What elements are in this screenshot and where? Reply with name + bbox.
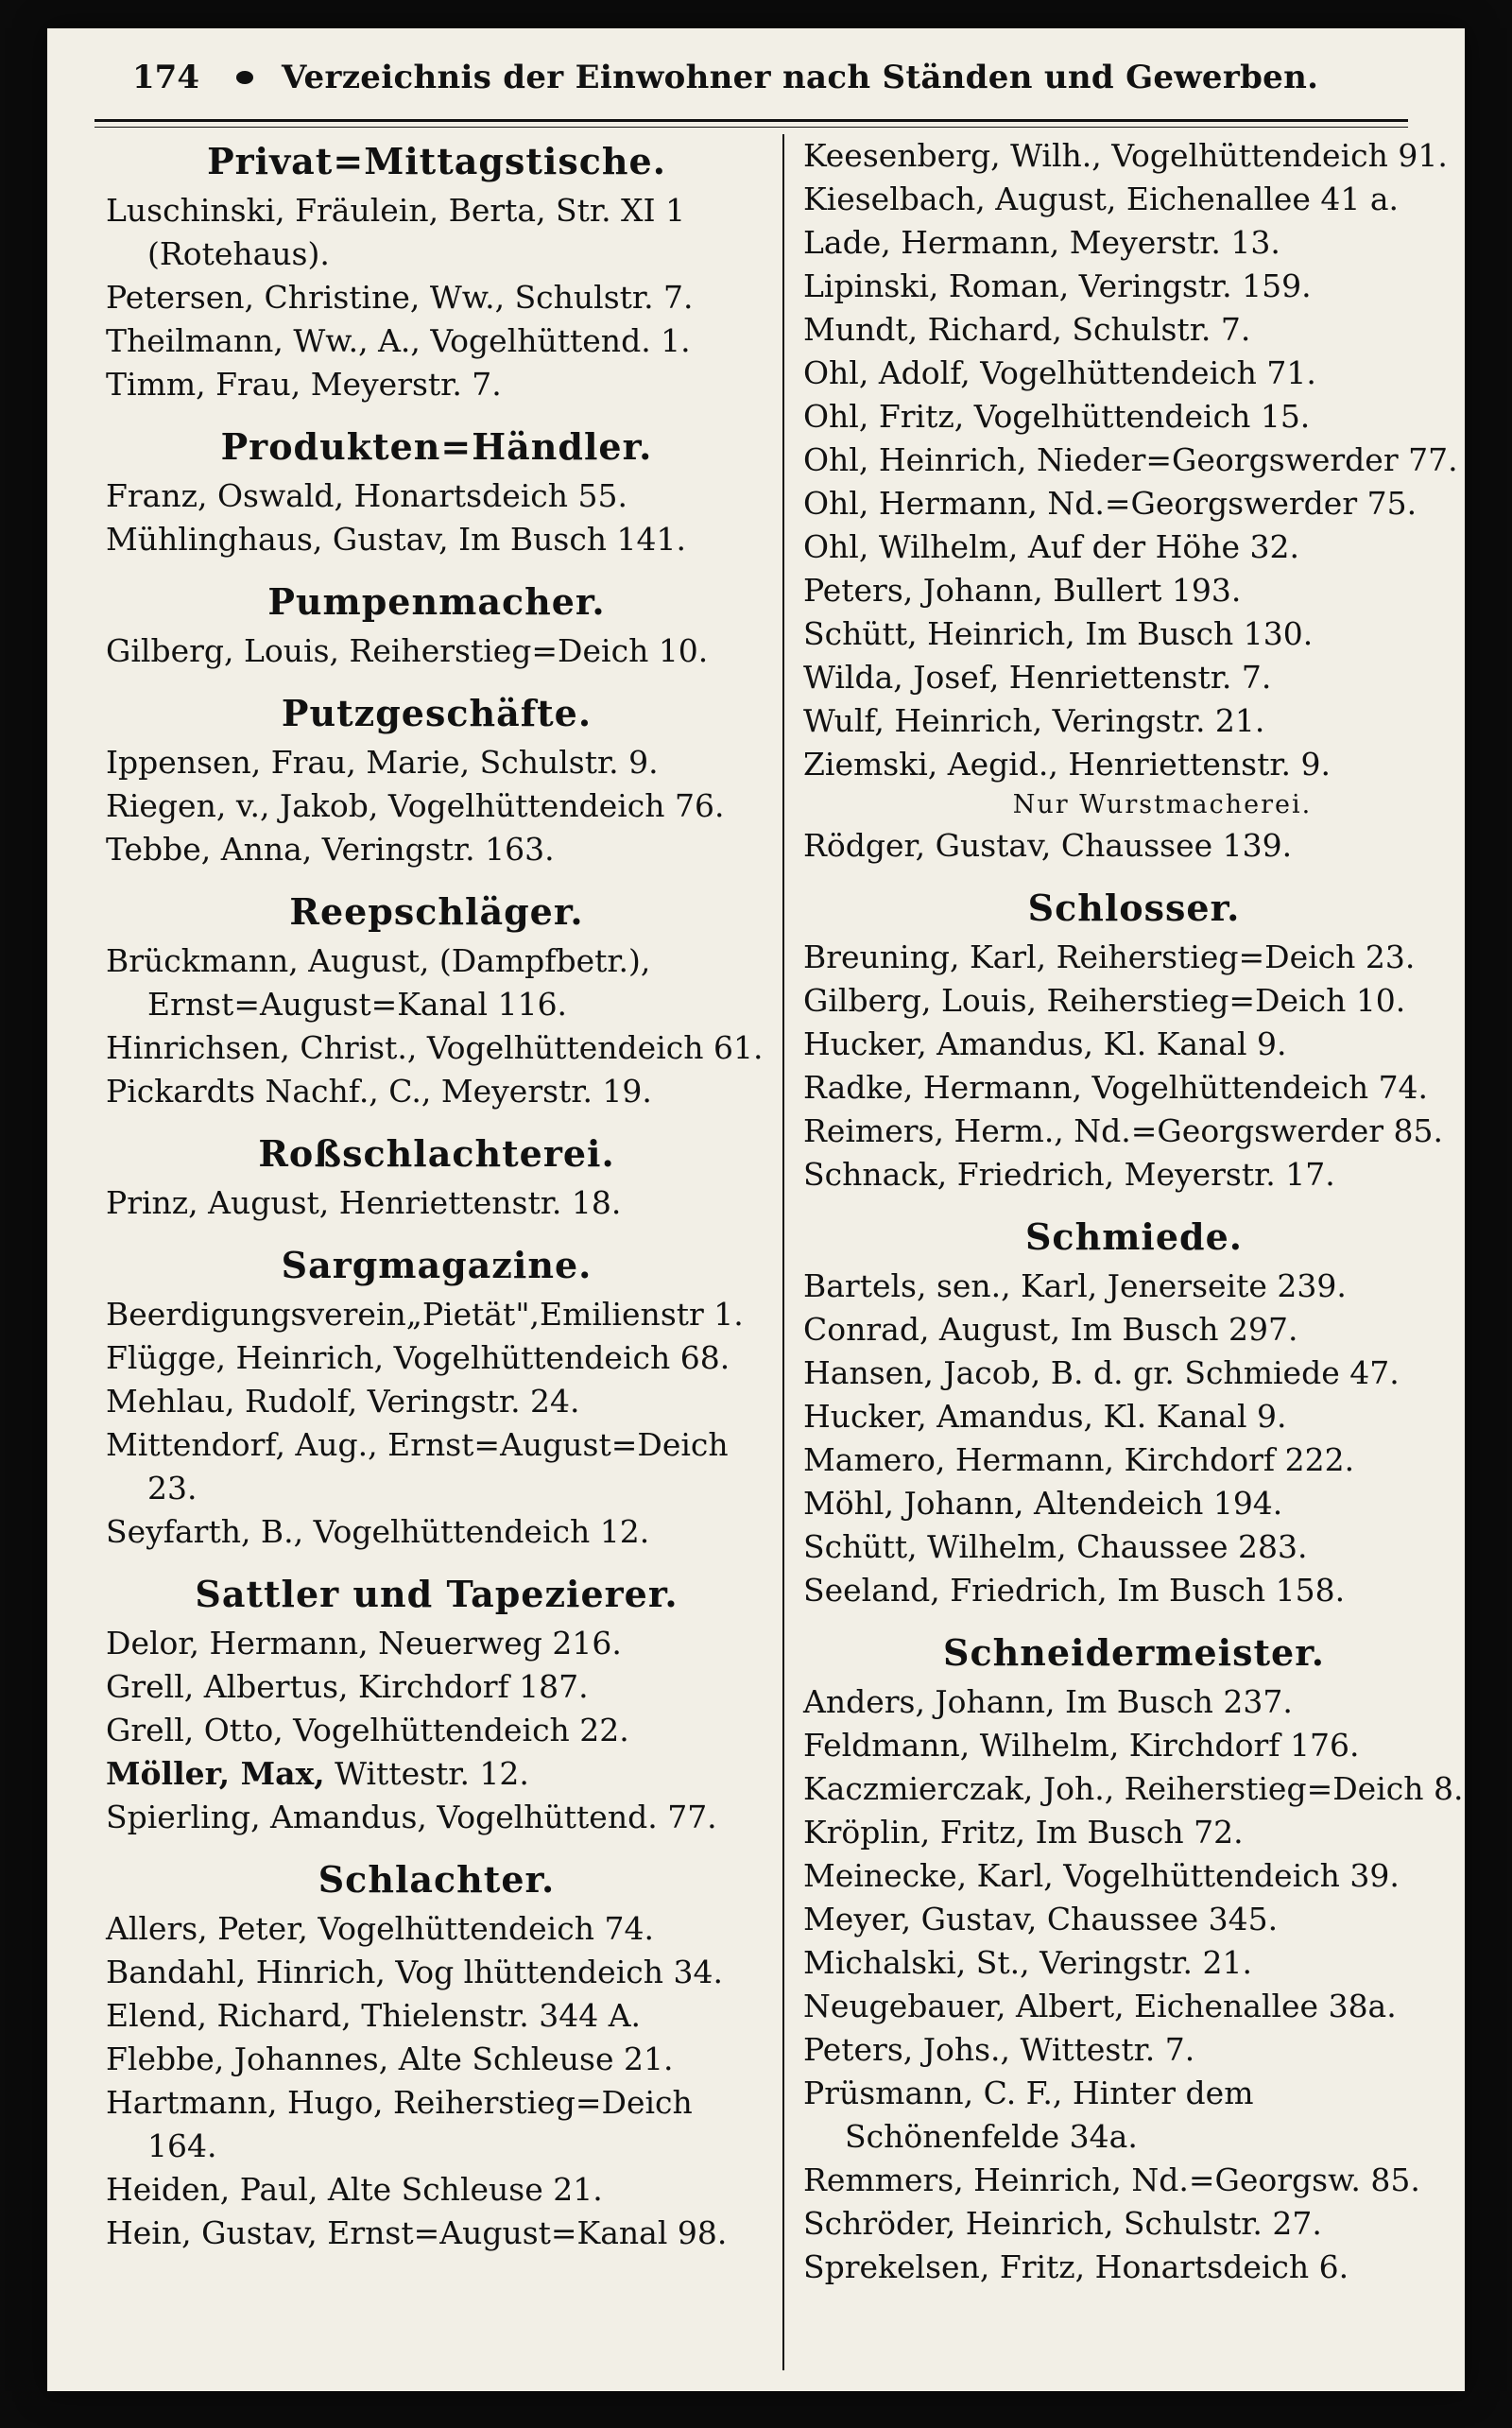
left-column — [106, 134, 767, 2255]
subsection-heading: Nur Wurstmacherei. — [1012, 790, 1313, 819]
list-item: Rödger, Gustav, Chaussee 139. — [803, 827, 1293, 864]
list-item: Timm, Frau, Meyerstr. 7. — [106, 366, 502, 403]
list-item: Luschinski, Fräulein, Berta, Str. XI 1 (Rotehaus). — [106, 192, 686, 272]
list-item: Schütt, Heinrich, Im Busch 130. — [803, 615, 1314, 652]
section-heading: Schmiede. — [1024, 1215, 1243, 1258]
list-item: Mundt, Richard, Schulstr. 7. — [803, 311, 1251, 348]
section-heading: Pumpenmacher. — [267, 580, 606, 623]
list-item: Peters, Johann, Bullert 193. — [803, 572, 1242, 609]
section-heading: Roßschlachterei. — [258, 1132, 615, 1175]
bold-entry-name: Möller, Max, — [106, 1755, 325, 1792]
section-heading: Reepschläger. — [289, 890, 584, 933]
list-item: Ohl, Hermann, Nd.=Georgswerder 75. — [803, 485, 1418, 522]
list-item: Spierling, Amandus, Vogelhüttend. 77. — [106, 1799, 717, 1835]
list-item: Mamero, Hermann, Kirchdorf 222. — [803, 1441, 1355, 1478]
list-item: Bandahl, Hinrich, Vog lhüttendeich 34. — [106, 1954, 723, 1990]
list-item: Elend, Richard, Thielenstr. 344 A. — [106, 1997, 642, 2034]
list-item: Schnack, Friedrich, Meyerstr. 17. — [803, 1156, 1335, 1193]
list-item: Flügge, Heinrich, Vogelhüttendeich 68. — [106, 1339, 730, 1376]
list-item: Peters, Johs., Wittestr. 7. — [803, 2031, 1195, 2068]
list-item: Mühlinghaus, Gustav, Im Busch 141. — [106, 521, 687, 558]
list-item: Schröder, Heinrich, Schulstr. 27. — [803, 2205, 1322, 2242]
list-item: Grell, Otto, Vogelhüttendeich 22. — [106, 1712, 629, 1748]
list-item: Pickardts Nachf., C., Meyerstr. 19. — [106, 1073, 652, 1110]
list-item: Conrad, August, Im Busch 297. — [803, 1311, 1298, 1348]
list-item: Beerdigungsverein„Pietät",Emilienstr 1. — [106, 1296, 744, 1333]
list-item: Delor, Hermann, Neuerweg 216. — [106, 1625, 622, 1662]
page-header — [132, 49, 1389, 106]
section-heading: Sattler und Tapezierer. — [195, 1573, 679, 1615]
page-title: Verzeichnis der Einwohner nach Ständen und Gewerben. — [282, 59, 1319, 96]
list-item: Hartmann, Hugo, Reiherstieg=Deich 164. — [106, 2084, 693, 2164]
list-item: Brückmann, August, (Dampfbetr.), Ernst=August=Kanal 116. — [106, 942, 651, 1023]
list-item: Ziemski, Aegid., Henriettenstr. 9. — [803, 746, 1331, 783]
list-item: Wulf, Heinrich, Veringstr. 21. — [803, 702, 1265, 739]
list-item: Breuning, Karl, Reiherstieg=Deich 23. — [803, 938, 1416, 975]
header-rule — [94, 119, 1408, 122]
list-item: Flebbe, Johannes, Alte Schleuse 21. — [106, 2041, 674, 2077]
list-item: Michalski, St., Veringstr. 21. — [803, 1944, 1252, 1981]
list-item: Neugebauer, Albert, Eichenallee 38a. — [803, 1988, 1397, 2024]
list-item: Kaczmierczak, Joh., Reiherstieg=Deich 8. — [803, 1770, 1464, 1807]
list-item: Sprekelsen, Fritz, Honartsdeich 6. — [803, 2248, 1349, 2285]
list-item: Tebbe, Anna, Veringstr. 163. — [106, 831, 555, 868]
list-item: Schütt, Wilhelm, Chaussee 283. — [803, 1528, 1308, 1565]
list-item: Mittendorf, Aug., Ernst=August=Deich 23. — [106, 1426, 729, 1507]
list-item: Petersen, Christine, Ww., Schulstr. 7. — [106, 279, 694, 316]
list-item: Hucker, Amandus, Kl. Kanal 9. — [803, 1025, 1287, 1062]
list-item: Wilda, Josef, Henriettenstr. 7. — [803, 659, 1272, 696]
list-item: Hein, Gustav, Ernst=August=Kanal 98. — [106, 2214, 728, 2251]
list-item: Gilberg, Louis, Reiherstieg=Deich 10. — [803, 982, 1406, 1019]
bold-entry-address: Wittestr. 12. — [335, 1755, 529, 1792]
list-item: Mehlau, Rudolf, Veringstr. 24. — [106, 1383, 580, 1420]
section-heading: Schlosser. — [1027, 887, 1241, 929]
list-item: Anders, Johann, Im Busch 237. — [803, 1683, 1293, 1720]
list-item: Hinrichsen, Christ., Vogelhüttendeich 61. — [106, 1029, 764, 1066]
list-item-bold — [106, 1752, 767, 1796]
section-heading: Privat=Mittagstische. — [207, 140, 666, 182]
list-item: Ohl, Heinrich, Nieder=Georgswerder 77. — [803, 441, 1458, 478]
list-item: Kröplin, Fritz, Im Busch 72. — [803, 1814, 1244, 1851]
list-item: Feldmann, Wilhelm, Kirchdorf 176. — [803, 1727, 1360, 1764]
list-item: Allers, Peter, Vogelhüttendeich 74. — [106, 1910, 654, 1947]
list-item: Ohl, Fritz, Vogelhüttendeich 15. — [803, 398, 1311, 435]
list-item: Möhl, Johann, Altendeich 194. — [803, 1485, 1283, 1522]
list-item: Prüsmann, C. F., Hinter dem Schönenfelde 34a. — [803, 2075, 1254, 2155]
list-item: Meinecke, Karl, Vogelhüttendeich 39. — [803, 1857, 1400, 1894]
list-item: Seeland, Friedrich, Im Busch 158. — [803, 1572, 1346, 1609]
list-item: Gilberg, Louis, Reiherstieg=Deich 10. — [106, 632, 709, 669]
list-item: Remmers, Heinrich, Nd.=Georgsw. 85. — [803, 2161, 1420, 2198]
list-item: Heiden, Paul, Alte Schleuse 21. — [106, 2171, 603, 2208]
list-item: Meyer, Gustav, Chaussee 345. — [803, 1901, 1279, 1937]
list-item: Reimers, Herm., Nd.=Georgswerder 85. — [803, 1112, 1443, 1149]
list-item: Ippensen, Frau, Marie, Schulstr. 9. — [106, 744, 659, 781]
list-item: Ohl, Adolf, Vogelhüttendeich 71. — [803, 354, 1316, 391]
ornament-dot-icon — [236, 71, 253, 84]
list-item: Ohl, Wilhelm, Auf der Höhe 32. — [803, 528, 1300, 565]
section-heading: Putzgeschäfte. — [281, 692, 593, 734]
list-item: Radke, Hermann, Vogelhüttendeich 74. — [803, 1069, 1429, 1106]
section-heading: Schlachter. — [318, 1858, 556, 1901]
list-item: Lipinski, Roman, Veringstr. 159. — [803, 267, 1312, 304]
list-item: Prinz, August, Henriettenstr. 18. — [106, 1184, 622, 1221]
list-item: Theilmann, Ww., A., Vogelhüttend. 1. — [106, 322, 691, 359]
list-item: Grell, Albertus, Kirchdorf 187. — [106, 1668, 589, 1705]
list-item: Lade, Hermann, Meyerstr. 13. — [803, 224, 1280, 261]
list-item: Riegen, v., Jakob, Vogelhüttendeich 76. — [106, 787, 725, 824]
section-heading: Schneidermeister. — [943, 1631, 1325, 1674]
list-item: Kieselbach, August, Eichenallee 41 a. — [803, 181, 1400, 217]
page-number: 174 — [132, 59, 199, 96]
column-divider — [782, 134, 784, 2370]
directory-page — [47, 28, 1465, 2391]
section-heading: Produkten=Händler. — [220, 425, 653, 468]
list-item: Franz, Oswald, Honartsdeich 55. — [106, 477, 627, 514]
list-item: Hansen, Jacob, B. d. gr. Schmiede 47. — [803, 1354, 1400, 1391]
list-item: Seyfarth, B., Vogelhüttendeich 12. — [106, 1513, 650, 1550]
list-item: Keesenberg, Wilh., Vogelhüttendeich 91. — [803, 137, 1448, 174]
list-item: Bartels, sen., Karl, Jenerseite 239. — [803, 1267, 1347, 1304]
list-item: Hucker, Amandus, Kl. Kanal 9. — [803, 1398, 1287, 1435]
right-column — [803, 134, 1465, 2289]
header-rule-thin — [94, 127, 1408, 128]
section-heading: Sargmagazine. — [281, 1244, 593, 1286]
